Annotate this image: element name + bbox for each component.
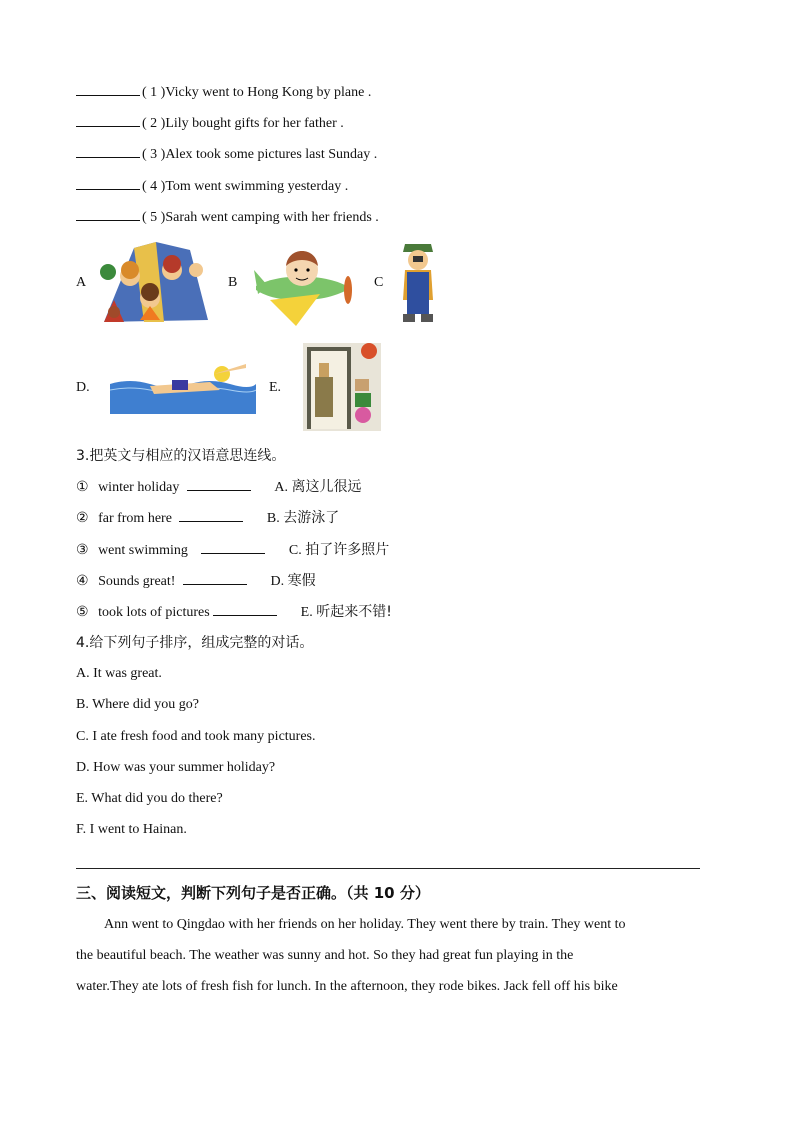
dialogue-option-d: D. How was your summer holiday? xyxy=(76,760,276,775)
item-number: ② xyxy=(76,511,89,526)
passage-line-3: water.They ate lots of fresh fish for lunch. In the afternoon, they rode bikes. Jack fell off his bike xyxy=(76,979,618,994)
option-letter: D. xyxy=(270,574,285,589)
match-row-4 xyxy=(76,571,316,592)
english-phrase: far from here xyxy=(98,511,172,526)
answer-blank-4[interactable] xyxy=(76,176,140,190)
picture-label-d: D. xyxy=(76,380,90,395)
sentence-text: ( 1 )Vicky went to Hong Kong by plane . xyxy=(142,85,372,100)
answer-blank[interactable] xyxy=(213,602,277,616)
item-number: ④ xyxy=(76,574,89,589)
passage-line-2: the beautiful beach. The weather was sunny and hot. So they had great fun playing in the xyxy=(76,948,574,963)
english-phrase: Sounds great! xyxy=(98,574,176,589)
chinese-meaning: 离这儿很远 xyxy=(291,479,362,495)
match-row-1 xyxy=(76,477,361,498)
match-row-2 xyxy=(76,508,339,529)
section-divider xyxy=(76,868,700,869)
dialogue-option-a: A. It was great. xyxy=(76,666,162,681)
sentence-2 xyxy=(76,113,344,134)
dialogue-option-c: C. I ate fresh food and took many pictures. xyxy=(76,729,316,744)
answer-blank-1[interactable] xyxy=(76,82,140,96)
reading-passage xyxy=(76,909,706,1002)
sentence-text: ( 2 )Lily bought gifts for her father . xyxy=(142,116,344,131)
sentence-5 xyxy=(76,207,379,228)
plane-picture xyxy=(250,240,360,328)
sentence-1 xyxy=(76,82,371,103)
picture-label-e: E. xyxy=(269,380,282,395)
swimming-picture xyxy=(110,360,256,414)
item-number: ① xyxy=(76,480,89,495)
answer-blank-2[interactable] xyxy=(76,113,140,127)
chinese-meaning: 拍了许多照片 xyxy=(305,542,390,558)
english-phrase: went swimming xyxy=(98,543,188,558)
item-number: ③ xyxy=(76,543,89,558)
shopping-picture xyxy=(303,343,381,431)
chinese-meaning: 去游泳了 xyxy=(283,510,340,526)
photographer-picture xyxy=(393,238,443,328)
option-letter: E. xyxy=(300,605,313,620)
item-number: ⑤ xyxy=(76,605,89,620)
english-phrase: winter holiday xyxy=(98,480,180,495)
sentence-text: ( 5 )Sarah went camping with her friends . xyxy=(142,210,379,225)
option-letter: B. xyxy=(266,511,280,526)
sentence-3 xyxy=(76,144,377,165)
section-3-title: 三、阅读短文，判断下列句子是否正确。（共 10 分） xyxy=(76,884,430,902)
dialogue-option-e: E. What did you do there? xyxy=(76,791,223,806)
chinese-meaning: 寒假 xyxy=(287,573,316,589)
camping-picture xyxy=(94,240,214,328)
picture-label-a: A xyxy=(76,275,87,290)
option-letter: A. xyxy=(274,480,288,495)
match-row-3 xyxy=(76,540,389,561)
sentence-4 xyxy=(76,176,348,197)
answer-blank[interactable] xyxy=(179,508,243,522)
answer-blank-5[interactable] xyxy=(76,207,140,221)
match-row-5 xyxy=(76,602,392,623)
passage-line-1: Ann went to Qingdao with her friends on her holiday. They went there by train. They went to xyxy=(104,917,626,932)
sentence-text: ( 4 )Tom went swimming yesterday . xyxy=(142,179,349,194)
sentence-text: ( 3 )Alex took some pictures last Sunday . xyxy=(142,147,378,162)
q3-title: 3.把英文与相应的汉语意思连线。 xyxy=(76,448,286,464)
dialogue-option-f: F. I went to Hainan. xyxy=(76,822,187,837)
q4-title: 4.给下列句子排序，组成完整的对话。 xyxy=(76,635,314,651)
answer-blank[interactable] xyxy=(201,540,265,554)
chinese-meaning: 听起来不错! xyxy=(316,604,392,620)
english-phrase: took lots of pictures xyxy=(98,605,210,620)
answer-blank-3[interactable] xyxy=(76,144,140,158)
answer-blank[interactable] xyxy=(183,571,247,585)
answer-blank[interactable] xyxy=(187,477,251,491)
picture-label-b: B xyxy=(228,275,238,290)
dialogue-option-b: B. Where did you go? xyxy=(76,697,199,712)
picture-label-c: C xyxy=(374,275,384,290)
option-letter: C. xyxy=(288,543,302,558)
